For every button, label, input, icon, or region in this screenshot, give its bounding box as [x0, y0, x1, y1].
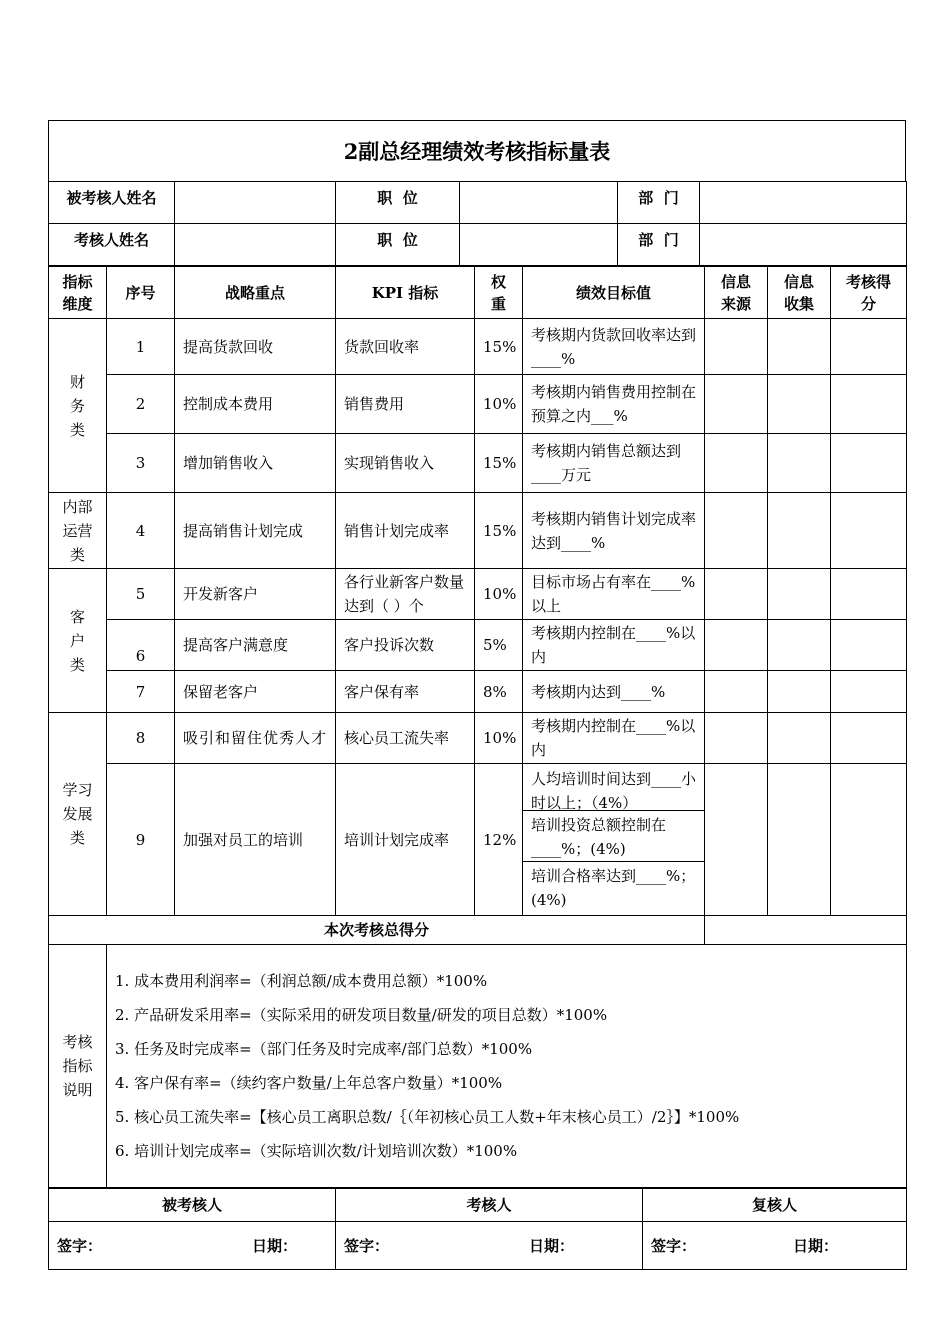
row-score-cell[interactable]	[831, 375, 907, 434]
row-kpi: 培训计划完成率	[336, 764, 475, 916]
row-target: 考核期内控制在____%以内	[523, 713, 705, 764]
assessor-department-field[interactable]	[700, 224, 907, 266]
dimension-finance: 财务类	[49, 319, 107, 493]
row-score-cell[interactable]	[831, 671, 907, 713]
header-collect: 信息收集	[768, 267, 831, 319]
row-collect-cell[interactable]	[768, 764, 831, 916]
row-weight: 12%	[475, 764, 523, 916]
signoff-reviewer: 复核人	[643, 1189, 907, 1222]
row-source-cell[interactable]	[705, 713, 768, 764]
table-row	[49, 620, 907, 671]
row-index: 7	[107, 671, 175, 713]
row-kpi: 实现销售收入	[336, 434, 475, 493]
assessor-sign-cell[interactable]	[336, 1222, 643, 1270]
row-target: 考核期内货款回收率达到____%	[523, 319, 705, 375]
table-row	[49, 764, 907, 916]
assessee-department-label: 部 门	[618, 182, 700, 224]
row-score-cell[interactable]	[831, 713, 907, 764]
header-target: 绩效目标值	[523, 267, 705, 319]
dimension-customer: 客户类	[49, 569, 107, 713]
row-index: 9	[107, 764, 175, 916]
assessee-position-label: 职 位	[336, 182, 460, 224]
row-collect-cell[interactable]	[768, 569, 831, 620]
row-focus: 提高货款回收	[175, 319, 336, 375]
note-item: 6. 培训计划完成率=（实际培训次数/计划培训次数）*100%	[115, 1142, 518, 1160]
table-row	[49, 493, 907, 569]
row-index: 1	[107, 319, 175, 375]
assessor-name-field[interactable]	[175, 224, 336, 266]
row-weight: 10%	[475, 569, 523, 620]
row-index: 8	[107, 713, 175, 764]
row-score-cell[interactable]	[831, 620, 907, 671]
row-collect-cell[interactable]	[768, 713, 831, 764]
assessee-name-field[interactable]	[175, 182, 336, 224]
row-kpi: 客户投诉次数	[336, 620, 475, 671]
assessment-form	[48, 120, 906, 1270]
row-collect-cell[interactable]	[768, 620, 831, 671]
row-index: 2	[107, 375, 175, 434]
row-target: 考核期内销售费用控制在预算之内___%	[523, 375, 705, 434]
assessee-department-field[interactable]	[700, 182, 907, 224]
row-source-cell[interactable]	[705, 375, 768, 434]
row-source-cell[interactable]	[705, 671, 768, 713]
row-target-sub: 人均培训时间达到____小时以上；（4%）	[523, 765, 704, 811]
header-source: 信息来源	[705, 267, 768, 319]
row-score-cell[interactable]	[831, 764, 907, 916]
signoff-assessee: 被考核人	[49, 1189, 336, 1222]
sign-label: 签字：	[344, 1236, 390, 1255]
assessor-position-label: 职 位	[336, 224, 460, 266]
header-focus: 战略重点	[175, 267, 336, 319]
row-focus: 保留老客户	[175, 671, 336, 713]
note-item: 5. 核心员工流失率=【核心员工离职总数/｛（年初核心员工人数+年末核心员工）/2｝】*100%	[115, 1108, 740, 1126]
row-focus: 开发新客户	[175, 569, 336, 620]
row-focus: 控制成本费用	[175, 375, 336, 434]
row-focus: 加强对员工的培训	[175, 764, 336, 916]
row-weight: 5%	[475, 620, 523, 671]
row-weight: 15%	[475, 493, 523, 569]
row-collect-cell[interactable]	[768, 319, 831, 375]
row-collect-cell[interactable]	[768, 671, 831, 713]
row-target-group	[523, 764, 705, 916]
form-title: 2副总经理绩效考核指标量表	[48, 120, 906, 181]
row-focus: 增加销售收入	[175, 434, 336, 493]
row-collect-cell[interactable]	[768, 493, 831, 569]
date-label: 日期：	[792, 1236, 838, 1255]
row-weight: 10%	[475, 713, 523, 764]
row-score-cell[interactable]	[831, 569, 907, 620]
total-row	[49, 916, 907, 945]
kpi-table	[48, 266, 907, 1188]
dimension-operation: 内部运营类	[49, 493, 107, 569]
row-collect-cell[interactable]	[768, 434, 831, 493]
assessor-name-label: 考核人姓名	[49, 224, 175, 266]
table-row	[49, 434, 907, 493]
assessee-name-label: 被考核人姓名	[49, 182, 175, 224]
row-kpi: 货款回收率	[336, 319, 475, 375]
table-row	[49, 569, 907, 620]
row-kpi: 销售计划完成率	[336, 493, 475, 569]
row-target: 目标市场占有率在____%以上	[523, 569, 705, 620]
notes-label: 考核指标说明	[49, 945, 107, 1188]
row-target: 考核期内达到____%	[523, 671, 705, 713]
sign-label: 签字：	[651, 1236, 697, 1255]
header-weight: 权重	[475, 267, 523, 319]
signoff-table	[48, 1188, 907, 1270]
note-item: 2. 产品研发采用率=（实际采用的研发项目数量/研发的项目总数）*100%	[115, 1006, 608, 1024]
date-label: 日期：	[251, 1236, 297, 1255]
row-weight: 10%	[475, 375, 523, 434]
info-table	[48, 181, 907, 266]
note-item: 1. 成本费用利润率=（利润总额/成本费用总额）*100%	[115, 972, 488, 990]
row-target-sub: 培训投资总额控制在____%；(4%)	[523, 811, 704, 862]
row-source-cell[interactable]	[705, 319, 768, 375]
reviewer-sign-cell[interactable]	[643, 1222, 907, 1270]
row-score-cell[interactable]	[831, 319, 907, 375]
row-weight: 8%	[475, 671, 523, 713]
row-index: 4	[107, 493, 175, 569]
note-item: 4. 客户保有率=（续约客户数量/上年总客户数量）*100%	[115, 1074, 503, 1092]
signoff-assessor: 考核人	[336, 1189, 643, 1222]
row-kpi: 客户保有率	[336, 671, 475, 713]
assessor-position-field[interactable]	[460, 224, 618, 266]
notes-list	[107, 945, 907, 1188]
row-target: 考核期内销售总额达到____万元	[523, 434, 705, 493]
row-source-cell[interactable]	[705, 434, 768, 493]
header-index: 序号	[107, 267, 175, 319]
row-kpi: 各行业新客户数量达到（ ）个	[336, 569, 475, 620]
row-source-cell[interactable]	[705, 764, 768, 916]
row-weight: 15%	[475, 319, 523, 375]
row-weight: 15%	[475, 434, 523, 493]
row-kpi: 核心员工流失率	[336, 713, 475, 764]
table-row	[49, 375, 907, 434]
row-source-cell[interactable]	[705, 493, 768, 569]
assessee-position-field[interactable]	[460, 182, 618, 224]
row-target-sub: 培训合格率达到____%；(4%)	[531, 867, 696, 909]
total-score-field[interactable]	[705, 916, 907, 945]
table-row	[49, 671, 907, 713]
header-dimension: 指标维度	[49, 267, 107, 319]
total-label: 本次考核总得分	[49, 916, 705, 945]
assessor-department-label: 部 门	[618, 224, 700, 266]
row-score-cell[interactable]	[831, 434, 907, 493]
row-score-cell[interactable]	[831, 493, 907, 569]
row-focus: 吸引和留住优秀人才	[175, 713, 336, 764]
row-focus: 提高客户满意度	[175, 620, 336, 671]
row-focus: 提高销售计划完成	[175, 493, 336, 569]
row-index: 6	[107, 620, 175, 671]
row-kpi: 销售费用	[336, 375, 475, 434]
note-item: 3. 任务及时完成率=（部门任务及时完成率/部门总数）*100%	[115, 1040, 533, 1058]
table-row	[49, 713, 907, 764]
row-index: 3	[107, 434, 175, 493]
header-kpi: KPI 指标	[336, 267, 475, 319]
assessee-sign-cell[interactable]	[49, 1222, 336, 1270]
row-source-cell[interactable]	[705, 620, 768, 671]
row-target: 考核期内控制在____%以内	[523, 620, 705, 671]
table-row	[49, 319, 907, 375]
row-index: 5	[107, 569, 175, 620]
header-score: 考核得分	[831, 267, 907, 319]
row-source-cell[interactable]	[705, 569, 768, 620]
sign-label: 签字：	[57, 1236, 103, 1255]
notes-row	[49, 945, 907, 1188]
date-label: 日期：	[528, 1236, 574, 1255]
row-target: 考核期内销售计划完成率达到____%	[523, 493, 705, 569]
dimension-learning: 学习发展类	[49, 713, 107, 916]
row-collect-cell[interactable]	[768, 375, 831, 434]
